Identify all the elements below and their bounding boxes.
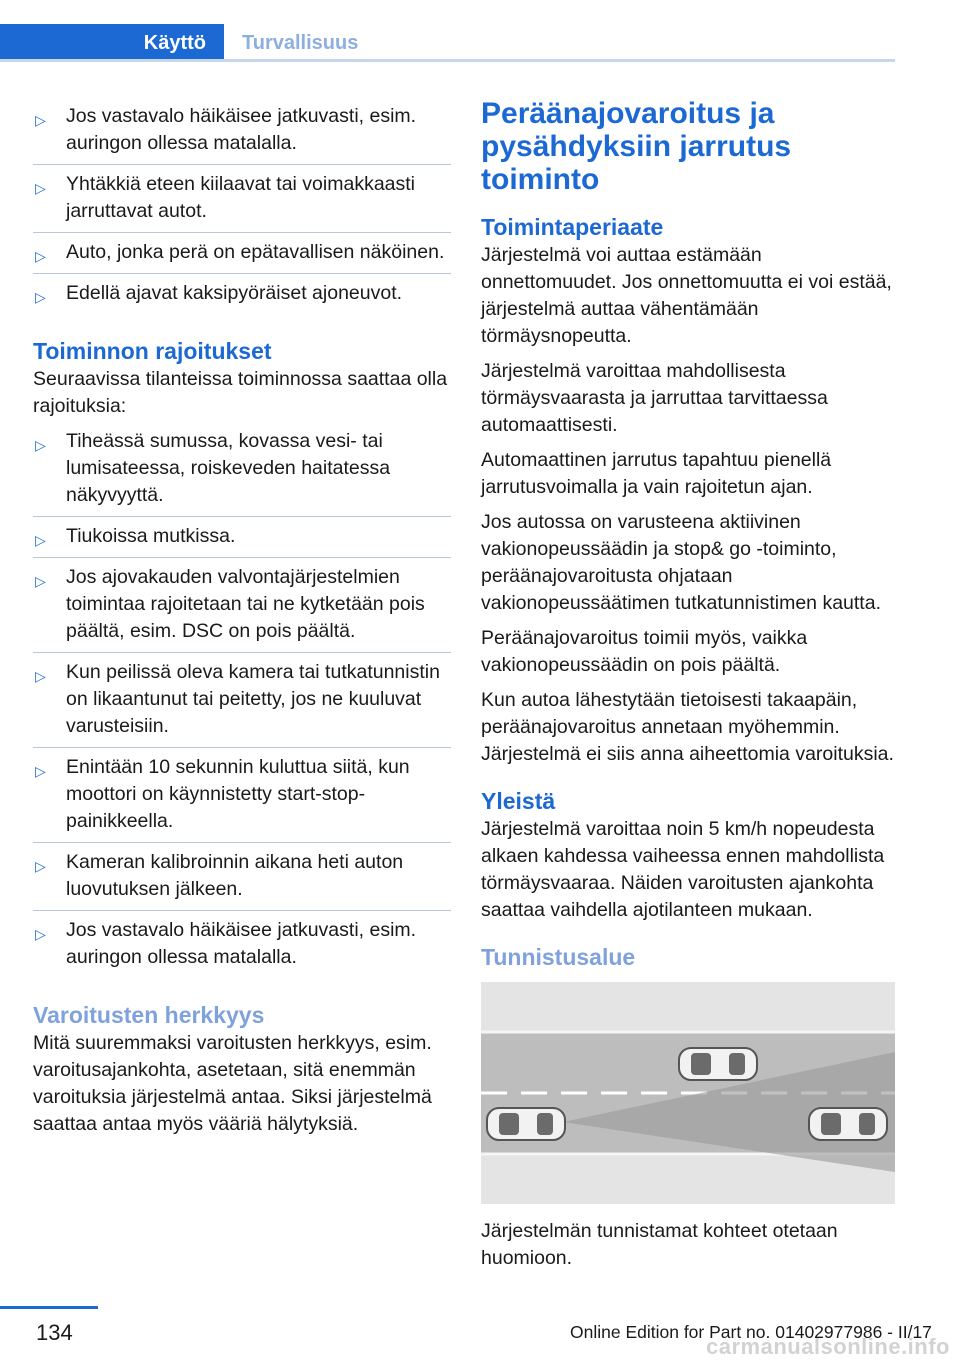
list-item: ▷ Tiheässä sumussa, kovassa vesi- tai lumisateessa, roiskeveden haitatessa näkyvyyttä. — [33, 422, 451, 517]
triangle-bullet-icon: ▷ — [35, 858, 46, 874]
figure-caption: Järjestelmän tunnistamat kohteet otetaan huomioon. — [481, 1220, 838, 1269]
triangle-bullet-icon: ▷ — [35, 248, 46, 264]
list-item: ▷ Jos vastavalo häikäisee jatkuvasti, esim. auringon ollessa matalalla. — [33, 97, 451, 165]
general-heading: Yleistä — [481, 788, 556, 814]
triangle-bullet-icon: ▷ — [35, 112, 46, 128]
principle-paragraph: Kun autoa lähestytään tietoisesti takaapäin, peräänajovaroitus annetaan myöhemmin. Järjestelmä ei siis anna aiheettomia varoituksia. — [481, 689, 894, 765]
right-column — [481, 97, 899, 1280]
principle-heading: Toimintaperiaate — [481, 214, 664, 240]
list-item: ▷ Yhtäkkiä eteen kiilaavat tai voimakkaasti jarruttavat autot. — [33, 165, 451, 233]
triangle-bullet-icon: ▷ — [35, 532, 46, 548]
list-item: ▷ Edellä ajavat kaksipyöräiset ajoneuvot. — [33, 274, 451, 314]
triangle-bullet-icon: ▷ — [35, 573, 46, 589]
road-illustration — [481, 982, 895, 1204]
principle-paragraph: Jos autossa on varusteena aktiivinen vakionopeussäädin ja stop& go -toiminto, peräänajovaroitusta ohjataan vakionopeussäätimen tutkatunnistimen kautta. — [481, 511, 881, 614]
car-right-icon — [809, 1108, 887, 1140]
page-header — [0, 0, 895, 62]
triangle-bullet-icon: ▷ — [35, 180, 46, 196]
edition-info: Online Edition for Part no. 01402977986 - II/17 — [570, 1322, 932, 1342]
limits-heading: Toiminnon rajoitukset — [33, 338, 272, 364]
tab-kaytto[interactable] — [0, 24, 224, 62]
triangle-bullet-icon: ▷ — [35, 763, 46, 779]
list-item: ▷ Jos ajovakauden valvontajärjestelmien toimintaa rajoitetaan tai ne kytketään pois päältä, esim. DSC on pois päältä. — [33, 558, 451, 653]
top-bullet-list — [33, 97, 451, 314]
detection-area-figure — [481, 982, 895, 1204]
tab-turvallisuus-label: Turvallisuus — [242, 31, 359, 54]
general-text: Järjestelmä varoittaa noin 5 km/h nopeudesta alkaen kahdessa vaiheessa ennen mahdollista törmäysvaaraa. Näiden varoitusten ajankohta saattaa vaihdella ajotilanteen mukaan. — [481, 818, 885, 921]
tab-turvallisuus[interactable] — [224, 24, 358, 62]
principle-paragraph: Peräänajovaroitus toimii myös, vaikka vakionopeussäädin on pois päältä. — [481, 627, 808, 676]
triangle-bullet-icon: ▷ — [35, 926, 46, 942]
header-rule — [0, 59, 895, 62]
limits-bullet-list — [33, 422, 451, 978]
page-number: 134 — [36, 1320, 73, 1345]
car-top-icon — [679, 1048, 757, 1080]
triangle-bullet-icon: ▷ — [35, 289, 46, 305]
triangle-bullet-icon: ▷ — [35, 668, 46, 684]
triangle-bullet-icon: ▷ — [35, 437, 46, 453]
left-column — [33, 97, 451, 1146]
car-left-icon — [487, 1108, 565, 1140]
principle-paragraph: Järjestelmä varoittaa mahdollisesta törmäysvaarasta ja jarruttaa tarvittaessa automaattisesti. — [481, 360, 828, 436]
principle-paragraph: Automaattinen jarrutus tapahtuu pienellä jarrutusvoimalla ja vain rajoitetun ajan. — [481, 449, 832, 498]
detection-heading: Tunnistusalue — [481, 944, 636, 970]
list-item: ▷ Kun peilissä oleva kamera tai tutkatunnistin on likaantunut tai peitetty, jos ne kuuluvat varusteisiin. — [33, 653, 451, 748]
list-item: ▷ Kameran kalibroinnin aikana heti auton luovutuksen jälkeen. — [33, 843, 451, 911]
list-item: ▷ Tiukoissa mutkissa. — [33, 517, 451, 558]
list-item: ▷ Enintään 10 sekunnin kuluttua siitä, kun moottori on käynnistetty start-stop-painikkeella. — [33, 748, 451, 843]
watermark: carmanualsonline.info — [706, 1334, 950, 1359]
list-item: ▷ Jos vastavalo häikäisee jatkuvasti, esim. auringon ollessa matalalla. — [35, 919, 417, 968]
sensitivity-text: Mitä suuremmaksi varoitusten herkkyys, esim. varoitusajankohta, asetetaan, sitä enemmän varoituksia järjestelmä antaa. Siksi järjestelmä saattaa antaa myös vääriä hälytyksiä. — [33, 1032, 432, 1135]
principle-paragraph: Järjestelmä voi auttaa estämään onnettomuudet. Jos onnettomuutta ei voi estää, järjestelmä auttaa vähentämään törmäysnopeutta. — [481, 244, 892, 347]
footer-rule — [0, 1306, 98, 1309]
limits-intro: Seuraavissa tilanteissa toiminnossa saattaa olla rajoituksia: — [33, 368, 448, 417]
tab-kaytto-label: Käyttö — [143, 31, 206, 54]
sensitivity-heading: Varoitusten herkkyys — [33, 1002, 265, 1028]
list-item: ▷ Auto, jonka perä on epätavallisen näköinen. — [33, 233, 451, 274]
section-title: Peräänajovaroitus ja pysähdyksiin jarrutus toiminto — [481, 97, 792, 196]
